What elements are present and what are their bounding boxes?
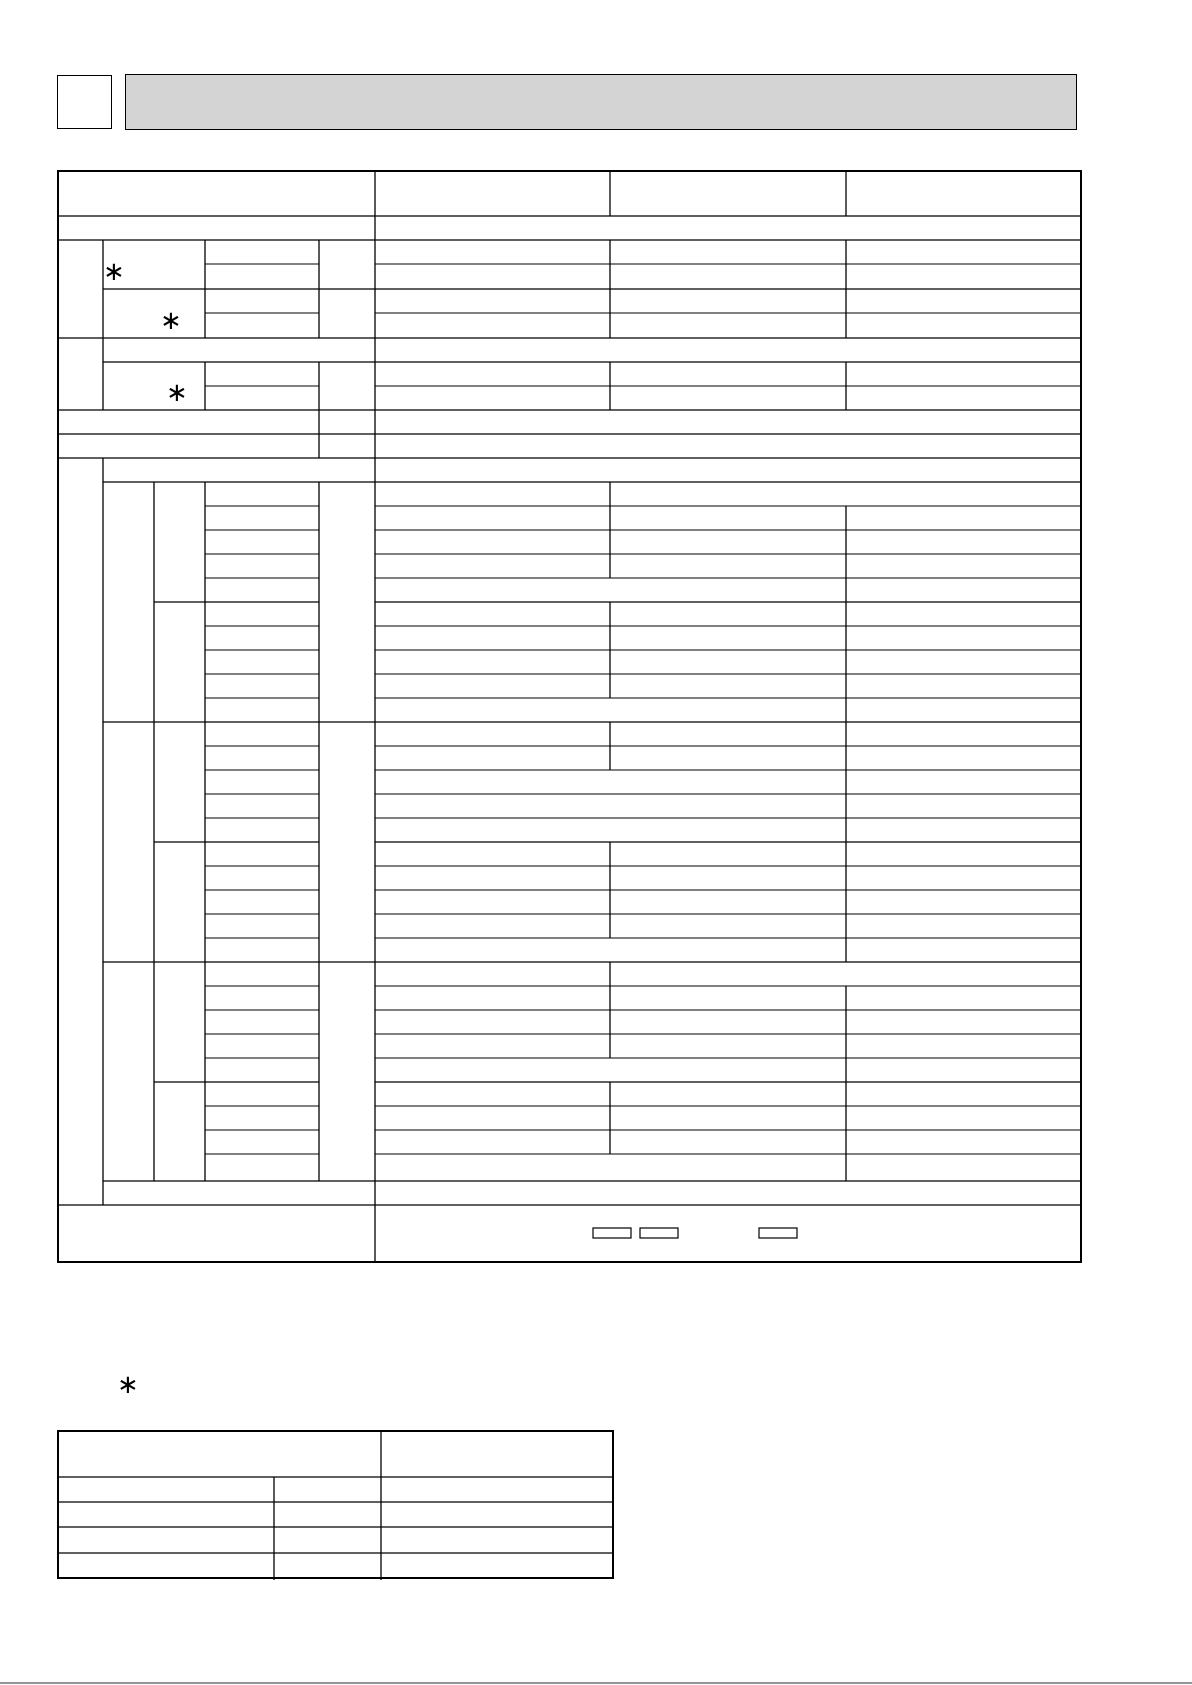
table-border xyxy=(58,1431,613,1578)
table-border xyxy=(58,171,1081,1262)
marker-box xyxy=(593,1228,631,1238)
section-title-bar xyxy=(125,74,1077,130)
specification-table xyxy=(57,170,1082,1263)
footnote-asterisk: ∗ xyxy=(117,1370,139,1400)
notes-table xyxy=(57,1430,614,1580)
asterisk-mark: ∗ xyxy=(103,257,125,287)
asterisk-mark: ∗ xyxy=(160,306,182,336)
page-bottom-rule xyxy=(0,1682,1192,1684)
marker-box xyxy=(640,1228,678,1238)
section-number-box xyxy=(57,75,112,129)
marker-box xyxy=(759,1228,797,1238)
asterisk-mark: ∗ xyxy=(166,378,188,408)
